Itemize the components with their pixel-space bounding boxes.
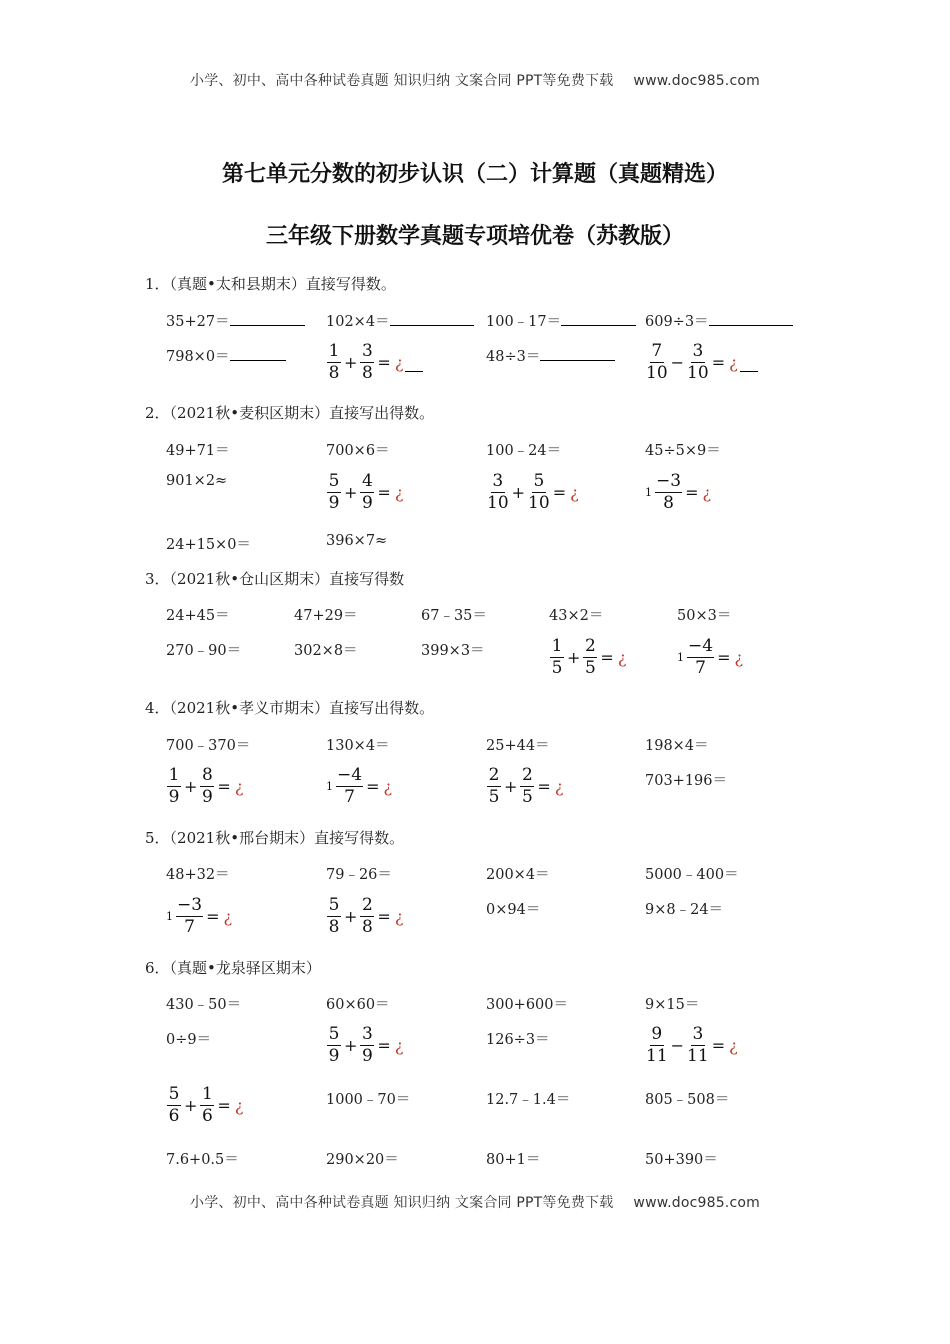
q5-item: 200×4＝ (486, 867, 550, 883)
q6-item: 80+1＝ (486, 1152, 541, 1168)
q6-fraction-sum: 5 9 + $\frac{3}{9}$ = ¿ (328, 1024, 404, 1066)
q6-item: 300+600＝ (486, 997, 569, 1013)
q4-fraction-sum: 1 9 + $\frac{8}{9}$ = ¿ (168, 765, 244, 807)
question-2-heading: 2．（2021秋•麦积区期末）直接写出得数。 (145, 404, 435, 422)
q6-item: 0÷9＝ (166, 1032, 212, 1048)
q4-item: 703+196＝ (645, 773, 728, 789)
q2-item: 100﹣24＝ (486, 443, 562, 459)
q1-item: 798×0＝ (166, 345, 286, 366)
q6-item: 126÷3＝ (486, 1032, 550, 1048)
q2-item: 49+71＝ (166, 443, 230, 459)
q3-item: 43×2＝ (549, 608, 604, 624)
q1-item: 35+27＝ (166, 310, 305, 331)
q2-fraction-sum: 3 10 + $\frac{5}{10}$ = ¿ (487, 471, 579, 513)
q2-item: 396×7≈ (326, 533, 388, 549)
q1-fraction-sum: 1 8 + $\frac{3}{8}$ = ¿ (326, 343, 423, 382)
q2-item: 24+15×0＝ (166, 537, 251, 553)
footer-text: 小学、初中、高中各种试卷真题 知识归纳 文案合同 PPT等免费下载 (190, 1195, 614, 1211)
q3-item: 270﹣90＝ (166, 643, 242, 659)
header-site: www.doc985.com (633, 73, 760, 89)
q6-item: 12.7﹣1.4＝ (486, 1092, 571, 1108)
q5-item: 9×8﹣24＝ (645, 902, 724, 918)
page-subtitle: 三年级下册数学真题专项培优卷（苏教版） (265, 224, 684, 249)
page-header (0, 70, 950, 90)
q6-item: 290×20＝ (326, 1152, 399, 1168)
q3-item: 399×3＝ (421, 643, 485, 659)
q6-item: 1000﹣70＝ (326, 1092, 411, 1108)
q1-item: 102×4＝ (326, 310, 474, 331)
q2-fraction-diff: 1 $\frac{-3}{8}$ = ¿ (645, 471, 712, 513)
question-1-heading: 1．（真题•太和县期末）直接写得数。 (145, 275, 396, 293)
q3-fraction-diff: 1 $\frac{-4}{7}$ = ¿ (677, 636, 744, 678)
q3-item: 302×8＝ (294, 643, 358, 659)
q4-item: 700﹣370＝ (166, 738, 251, 754)
question-4-heading: 4．（2021秋•孝义市期末）直接写出得数。 (145, 699, 435, 717)
q5-item: 5000﹣400＝ (645, 867, 739, 883)
q1-item: 100﹣17＝ (486, 310, 636, 331)
q6-fraction-diff: 9 11 − $\frac{3}{11}$ = ¿ (646, 1024, 738, 1066)
q4-item: 130×4＝ (326, 738, 390, 754)
q1-item: 609÷3＝ (645, 310, 793, 331)
q3-fraction-sum: 1 5 + $\frac{2}{5}$ = ¿ (551, 636, 627, 678)
q1-fraction-diff: 7 10 − $\frac{3}{10}$ = ¿ (645, 343, 758, 382)
q5-fraction-sum: 5 8 + $\frac{2}{8}$ = ¿ (328, 895, 404, 937)
q5-fraction-diff: 1 $\frac{-3}{7}$ = ¿ (166, 895, 233, 937)
q6-item: 805﹣508＝ (645, 1092, 730, 1108)
q6-item: 9×15＝ (645, 997, 700, 1013)
q4-fraction-sum: 2 5 + $\frac{2}{5}$ = ¿ (488, 765, 564, 807)
q2-item: 901×2≈ (166, 473, 228, 489)
footer-site: www.doc985.com (633, 1195, 760, 1211)
q5-item: 48+32＝ (166, 867, 230, 883)
header-text: 小学、初中、高中各种试卷真题 知识归纳 文案合同 PPT等免费下载 (190, 73, 614, 89)
page-title: 第七单元分数的初步认识（二）计算题（真题精选） (221, 162, 728, 187)
q2-item: 45÷5×9＝ (645, 443, 721, 459)
q2-item: 700×6＝ (326, 443, 390, 459)
q4-item: 25+44＝ (486, 738, 550, 754)
q6-fraction-sum: 5 6 + $\frac{1}{6}$ = ¿ (168, 1084, 244, 1126)
q6-item: 7.6+0.5＝ (166, 1152, 239, 1168)
q4-fraction-diff: 1 $\frac{-4}{7}$ = ¿ (326, 765, 393, 807)
q5-item: 79﹣26＝ (326, 867, 392, 883)
q6-item: 60×60＝ (326, 997, 390, 1013)
q6-item: 430﹣50＝ (166, 997, 242, 1013)
page-footer (0, 1192, 950, 1212)
q4-item: 198×4＝ (645, 738, 709, 754)
q3-item: 50×3＝ (677, 608, 732, 624)
q6-item: 50+390＝ (645, 1152, 718, 1168)
question-6-heading: 6．（真题•龙泉驿区期末） (145, 959, 321, 977)
q3-item: 67﹣35＝ (421, 608, 487, 624)
question-5-heading: 5．（2021秋•邢台期末）直接写得数。 (145, 829, 405, 847)
q5-item: 0×94＝ (486, 902, 541, 918)
q2-fraction-sum: 5 9 + $\frac{4}{9}$ = ¿ (328, 471, 404, 513)
q3-item: 47+29＝ (294, 608, 358, 624)
q1-item: 48÷3＝ (486, 345, 615, 366)
q3-item: 24+45＝ (166, 608, 230, 624)
question-3-heading: 3．（2021秋•仓山区期末）直接写得数 (145, 570, 405, 588)
